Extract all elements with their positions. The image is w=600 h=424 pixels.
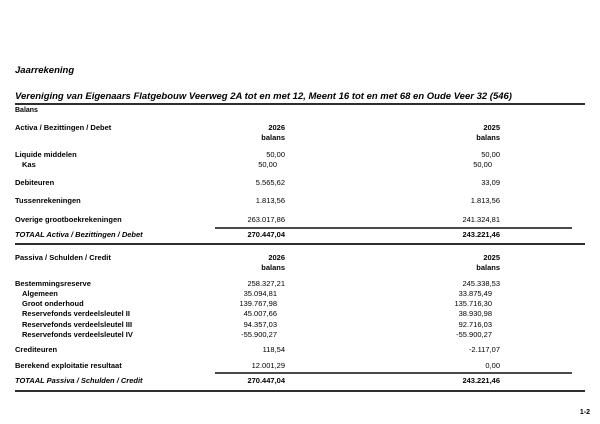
row-label: Debiteuren — [15, 178, 55, 187]
row-value-2025: 245.338,53 — [462, 279, 500, 288]
total-label: TOTAAL Activa / Bezittingen / Debet — [15, 230, 143, 239]
column-header-year-2025: 2025 — [483, 123, 500, 132]
row-value-2025: 92.716,03 — [458, 320, 492, 329]
section-title-passiva: Passiva / Schulden / Credit — [15, 253, 111, 262]
report-title: Vereniging van Eigenaars Flatgebouw Veerweg 2A tot en met 12, Meent 16 tot en met 68 en Oude Veer 32 (546) — [15, 91, 512, 102]
row-value-2026: 258.327,21 — [247, 279, 285, 288]
section-header-passiva — [0, 253, 600, 263]
balance-row-debiteuren — [0, 178, 600, 188]
row-value-2025: 33,09 — [481, 178, 500, 187]
row-value-2025: 135.716,30 — [454, 299, 492, 308]
column-header-year-2025: 2025 — [483, 253, 500, 262]
row-value-2026: 50,00 — [258, 160, 277, 169]
row-value-2026: 45.007,66 — [243, 309, 277, 318]
passiva-total-rule — [15, 390, 585, 392]
row-label: Liquide middelen — [15, 150, 77, 159]
report-heading: Jaarrekening — [15, 65, 75, 76]
balance-row-bestemmingsreserve — [0, 279, 600, 289]
total-value-2025: 243.221,46 — [462, 230, 500, 239]
row-label: Reservefonds verdeelsleutel II — [22, 309, 130, 318]
report-subtitle: Balans — [15, 107, 38, 114]
total-label: TOTAAL Passiva / Schulden / Credit — [15, 376, 143, 385]
row-value-2026: 263.017,86 — [247, 215, 285, 224]
balance-row-reservefonds-iii — [0, 320, 600, 330]
row-value-2026: 5.565,62 — [255, 178, 285, 187]
column-header-year-2026: 2026 — [268, 123, 285, 132]
column-subheader-balans-2026: balans — [261, 263, 285, 272]
row-label: Reservefonds verdeelsleutel IV — [22, 330, 133, 339]
balance-row-algemeen — [0, 289, 600, 299]
balance-row-overige-grootboekrekeningen — [0, 215, 600, 225]
row-value-2026: 139.767,98 — [239, 299, 277, 308]
row-value-2025: 50,00 — [481, 150, 500, 159]
column-subheader-balans-2026: balans — [261, 133, 285, 142]
balance-row-tussenrekeningen — [0, 196, 600, 206]
row-value-2025: -2.117,07 — [468, 345, 500, 354]
row-value-2025: 1.813,56 — [470, 196, 500, 205]
row-value-2025: 50,00 — [473, 160, 492, 169]
row-value-2026: 12.001,29 — [251, 361, 285, 370]
balance-row-kas — [0, 160, 600, 170]
passiva-subtotal-rule — [215, 372, 572, 374]
row-label: Groot onderhoud — [22, 299, 84, 308]
activa-total-rule — [15, 243, 585, 245]
page-number: 1-2 — [579, 409, 590, 416]
row-value-2026: 50,00 — [266, 150, 285, 159]
section-title-activa: Activa / Bezittingen / Debet — [15, 123, 112, 132]
balance-row-crediteuren — [0, 345, 600, 355]
row-value-2025: 38.930,98 — [458, 309, 492, 318]
total-value-2026: 270.447,04 — [247, 230, 285, 239]
section-header-activa — [0, 123, 600, 133]
total-row-activa — [0, 230, 600, 240]
row-label: Kas — [22, 160, 36, 169]
row-label: Tussenrekeningen — [15, 196, 81, 205]
row-label: Crediteuren — [15, 345, 58, 354]
total-value-2025: 243.221,46 — [462, 376, 500, 385]
balance-row-reservefonds-ii — [0, 309, 600, 319]
row-value-2025: 0,00 — [485, 361, 500, 370]
row-value-2026: -55.900,27 — [241, 330, 277, 339]
balance-row-groot-onderhoud — [0, 299, 600, 309]
row-label: Berekend exploitatie resultaat — [15, 361, 122, 370]
balance-row-berekend-exploitatie-resultaat — [0, 361, 600, 371]
column-subheader-balans-2025: balans — [476, 263, 500, 272]
row-label: Algemeen — [22, 289, 58, 298]
row-value-2026: 118,54 — [262, 345, 285, 354]
column-header-year-2026: 2026 — [268, 253, 285, 262]
balance-row-reservefonds-iv — [0, 330, 600, 340]
row-value-2026: 35.094,81 — [243, 289, 277, 298]
row-value-2025: -55.900,27 — [456, 330, 492, 339]
row-value-2026: 94.357,03 — [243, 320, 277, 329]
column-subheader-balans-2025: balans — [476, 133, 500, 142]
row-value-2025: 33.875,49 — [458, 289, 492, 298]
row-value-2025: 241.324,81 — [462, 215, 500, 224]
row-value-2026: 1.813,56 — [255, 196, 285, 205]
title-rule — [15, 103, 585, 105]
row-label: Bestemmingsreserve — [15, 279, 91, 288]
total-row-passiva — [0, 376, 600, 386]
row-label: Overige grootboekrekeningen — [15, 215, 122, 224]
total-value-2026: 270.447,04 — [247, 376, 285, 385]
balance-row-liquide-middelen — [0, 150, 600, 160]
row-label: Reservefonds verdeelsleutel III — [22, 320, 133, 329]
section-subheader-passiva — [0, 263, 600, 273]
activa-subtotal-rule — [215, 227, 572, 229]
section-subheader-activa — [0, 133, 600, 143]
